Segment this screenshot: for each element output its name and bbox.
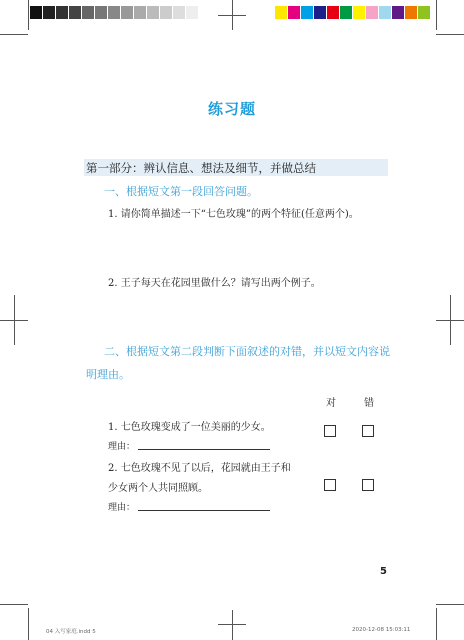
crop-mark [0, 34, 28, 35]
column-wrong-label: 错 [364, 398, 374, 409]
footer-file: 04 入写家庭.indd 5 [46, 629, 96, 635]
checkbox-wrong-2[interactable] [362, 479, 374, 491]
crop-mark [436, 608, 437, 640]
crop-mark [436, 34, 464, 35]
crop-mark [0, 604, 28, 605]
statement-2-line2: 少女两个人共同照顾。 [108, 483, 208, 494]
statement-2-line1: 2. 七色玫瑰不见了以后，花园就由王子和 [108, 463, 291, 474]
reason-label-2: 理由： [108, 503, 136, 513]
part-heading: 第一部分：辨认信息、想法及细节，并做总结 [86, 161, 316, 175]
checkbox-right-1[interactable] [324, 425, 336, 437]
color-bar [275, 6, 431, 19]
section-heading-1: 一、根据短文第一段回答问题。 [104, 185, 258, 198]
crop-mark [436, 604, 464, 605]
footer-timestamp: 2020-12-08 15:03:11 [352, 627, 411, 633]
page-title: 练习题 [207, 100, 256, 118]
reason-line-2[interactable] [138, 510, 270, 511]
crop-mark [218, 624, 246, 625]
crop-mark [232, 610, 233, 640]
crop-mark [28, 608, 29, 640]
crop-mark [450, 295, 451, 345]
question-1: 1. 请你简单描述一下“七色玫瑰”的两个特征(任意两个)。 [108, 209, 359, 220]
question-2: 2. 王子每天在花园里做什么？请写出两个例子。 [108, 278, 321, 289]
checkbox-wrong-1[interactable] [362, 425, 374, 437]
crop-mark [218, 15, 246, 16]
statement-1: 1. 七色玫瑰变成了一位美丽的少女。 [108, 422, 271, 433]
section-heading-2b: 明理由。 [86, 368, 130, 381]
checkbox-right-2[interactable] [324, 479, 336, 491]
reason-label-1: 理由： [108, 442, 136, 452]
grayscale-bar [30, 6, 199, 19]
section-heading-2a: 二、根据短文第二段判断下面叙述的对错，并以短文内容说 [104, 345, 390, 358]
crop-mark [28, 0, 29, 30]
reason-line-1[interactable] [138, 449, 270, 450]
crop-mark [436, 0, 437, 30]
page-number: 5 [380, 566, 387, 577]
column-right-label: 对 [326, 398, 336, 409]
crop-mark [14, 295, 15, 345]
